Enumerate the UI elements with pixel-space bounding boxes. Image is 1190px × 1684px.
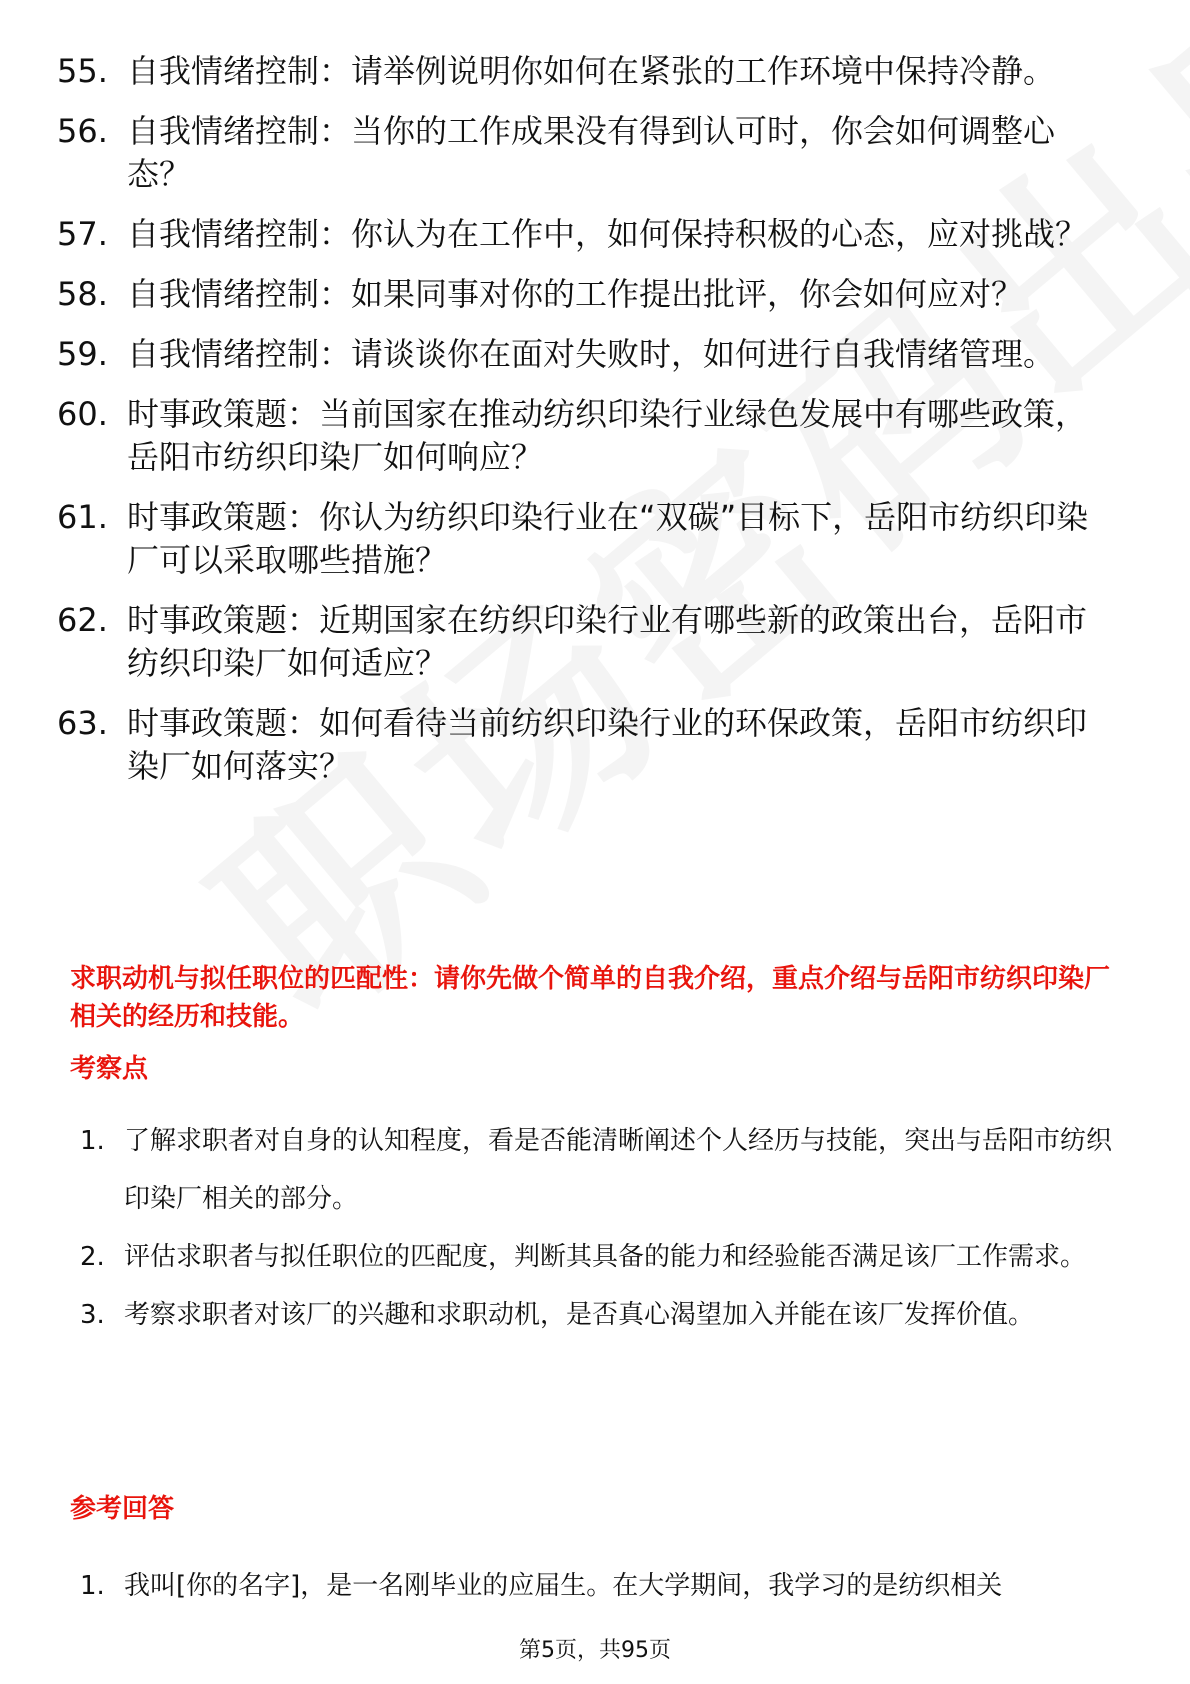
question-item — [57, 213, 1117, 256]
list-text: 考察求职者对该厂的兴趣和求职动机，是否真心渴望加入并能在该厂发挥价值。 — [124, 1300, 1035, 1330]
list-item — [80, 1557, 1120, 1615]
question-item — [57, 333, 1117, 376]
question-text: 自我情绪控制：当你的工作成果没有得到认可时，你会如何调整心态？ — [127, 112, 1056, 193]
list-text: 评估求职者与拟任职位的匹配度，判断其具备的能力和经验能否满足该厂工作需求。 — [124, 1242, 1087, 1272]
question-number: 56. — [57, 112, 108, 150]
list-item — [80, 1112, 1120, 1228]
question-number: 57. — [57, 215, 108, 253]
list-item — [80, 1228, 1120, 1286]
list-number: 2. — [80, 1242, 105, 1272]
question-number: 62. — [57, 601, 108, 639]
question-text: 自我情绪控制：请举例说明你如何在紧张的工作环境中保持冷静。 — [127, 52, 1056, 90]
list-number: 3. — [80, 1300, 105, 1330]
question-text: 自我情绪控制：请谈谈你在面对失败时，如何进行自我情绪管理。 — [127, 335, 1056, 373]
question-text: 自我情绪控制：如果同事对你的工作提出批评，你会如何应对？ — [127, 275, 1024, 313]
list-text: 我叫[你的名字]，是一名刚毕业的应届生。在大学期间，我学习的是纺织相关 — [124, 1571, 1003, 1601]
page-footer: 第5页，共95页 — [519, 1638, 671, 1663]
question-number: 58. — [57, 275, 108, 313]
question-item — [57, 496, 1117, 582]
question-number: 63. — [57, 704, 108, 742]
points-heading: 考察点 — [70, 1054, 149, 1084]
points-list — [80, 1112, 1120, 1344]
question-list — [57, 50, 1117, 805]
question-text: 时事政策题：如何看待当前纺织印染行业的环保政策，岳阳市纺织印染厂如何落实？ — [127, 704, 1088, 785]
question-item — [57, 599, 1117, 685]
section-heading: 求职动机与拟任职位的匹配性：请你先做个简单的自我介绍，重点介绍与岳阳市纺织印染厂相关的经历和技能。 — [70, 964, 1111, 1032]
answer-heading: 参考回答 — [70, 1494, 175, 1524]
list-item — [80, 1286, 1120, 1344]
question-text: 时事政策题：近期国家在纺织印染行业有哪些新的政策出台，岳阳市纺织印染厂如何适应？ — [127, 601, 1088, 682]
question-number: 59. — [57, 335, 108, 373]
question-number: 60. — [57, 395, 108, 433]
question-number: 61. — [57, 498, 108, 536]
question-item — [57, 702, 1117, 788]
question-item — [57, 50, 1117, 93]
question-text: 自我情绪控制：你认为在工作中，如何保持积极的心态，应对挑战？ — [127, 215, 1088, 253]
question-text: 时事政策题：当前国家在推动纺织印染行业绿色发展中有哪些政策，岳阳市纺织印染厂如何响应？ — [127, 395, 1088, 476]
question-item — [57, 273, 1117, 316]
list-text: 了解求职者对自身的认知程度，看是否能清晰阐述个人经历与技能，突出与岳阳市纺织印染厂相关的部分。 — [124, 1126, 1113, 1214]
list-number: 1. — [80, 1126, 105, 1156]
list-number: 1. — [80, 1571, 105, 1601]
question-number: 55. — [57, 52, 108, 90]
question-text: 时事政策题：你认为纺织印染行业在“双碳”目标下，岳阳市纺织印染厂可以采取哪些措施？ — [127, 498, 1089, 579]
answers-list — [80, 1557, 1120, 1615]
question-item — [57, 110, 1117, 196]
question-item — [57, 393, 1117, 479]
